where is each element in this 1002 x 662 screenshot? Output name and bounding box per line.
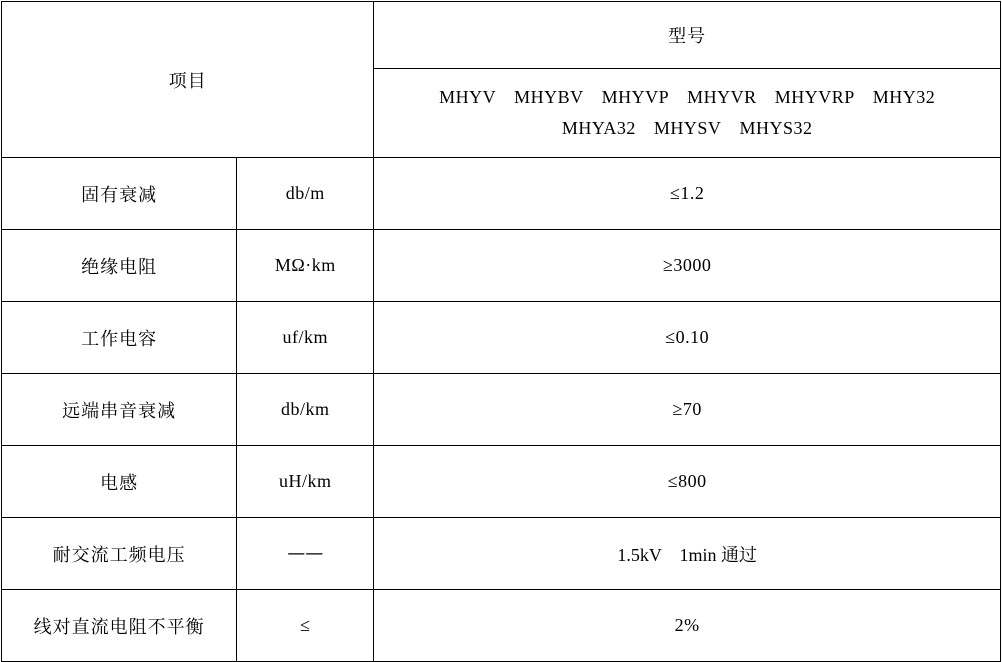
row-item: 电感 (2, 446, 237, 518)
model-line-1 (378, 82, 996, 114)
row-item: 绝缘电阻 (2, 230, 237, 302)
model-name: MHYVRP (774, 86, 855, 107)
model-name: MHYSV (653, 118, 722, 138)
model-name: MHY32 (872, 86, 936, 107)
table-row (2, 230, 1001, 302)
table-row (2, 374, 1001, 446)
row-value: 1.5kV 1min 通过 (374, 518, 1001, 590)
table-row (2, 158, 1001, 230)
model-name: MHYA32 (561, 118, 636, 138)
table-row (2, 302, 1001, 374)
model-name: MHYVR (687, 86, 757, 107)
row-value: ≥3000 (374, 230, 1001, 302)
table-row (2, 518, 1001, 590)
row-item: 远端串音衰减 (2, 374, 237, 446)
row-unit: db/m (237, 158, 374, 230)
table-row (2, 446, 1001, 518)
row-value: ≤800 (374, 446, 1001, 518)
row-item: 工作电容 (2, 302, 237, 374)
row-unit: ≤ (237, 590, 374, 662)
row-unit: uH/km (237, 446, 374, 518)
header-cell-model: 型号 (374, 2, 1001, 69)
row-unit: uf/km (237, 302, 374, 374)
row-value: ≤1.2 (374, 158, 1001, 230)
model-name: MHYVP (601, 86, 670, 107)
model-name: MHYV (439, 86, 497, 107)
model-line-2 (378, 113, 996, 145)
row-value: 2% (374, 590, 1001, 662)
specification-table (1, 1, 1001, 662)
row-value: ≥70 (374, 374, 1001, 446)
row-unit: db/km (237, 374, 374, 446)
row-unit: —— (237, 518, 374, 590)
row-item: 固有衰减 (2, 158, 237, 230)
row-item: 线对直流电阻不平衡 (2, 590, 237, 662)
table-row (2, 590, 1001, 662)
header-cell-model-list (374, 69, 1001, 158)
row-item: 耐交流工频电压 (2, 518, 237, 590)
header-cell-item: 项目 (2, 2, 374, 158)
model-name: MHYBV (514, 86, 584, 107)
spec-sheet (0, 1, 1002, 638)
model-name: MHYS32 (739, 118, 813, 138)
row-value: ≤0.10 (374, 302, 1001, 374)
table-header-row-1 (2, 2, 1001, 69)
row-unit: MΩ·km (237, 230, 374, 302)
